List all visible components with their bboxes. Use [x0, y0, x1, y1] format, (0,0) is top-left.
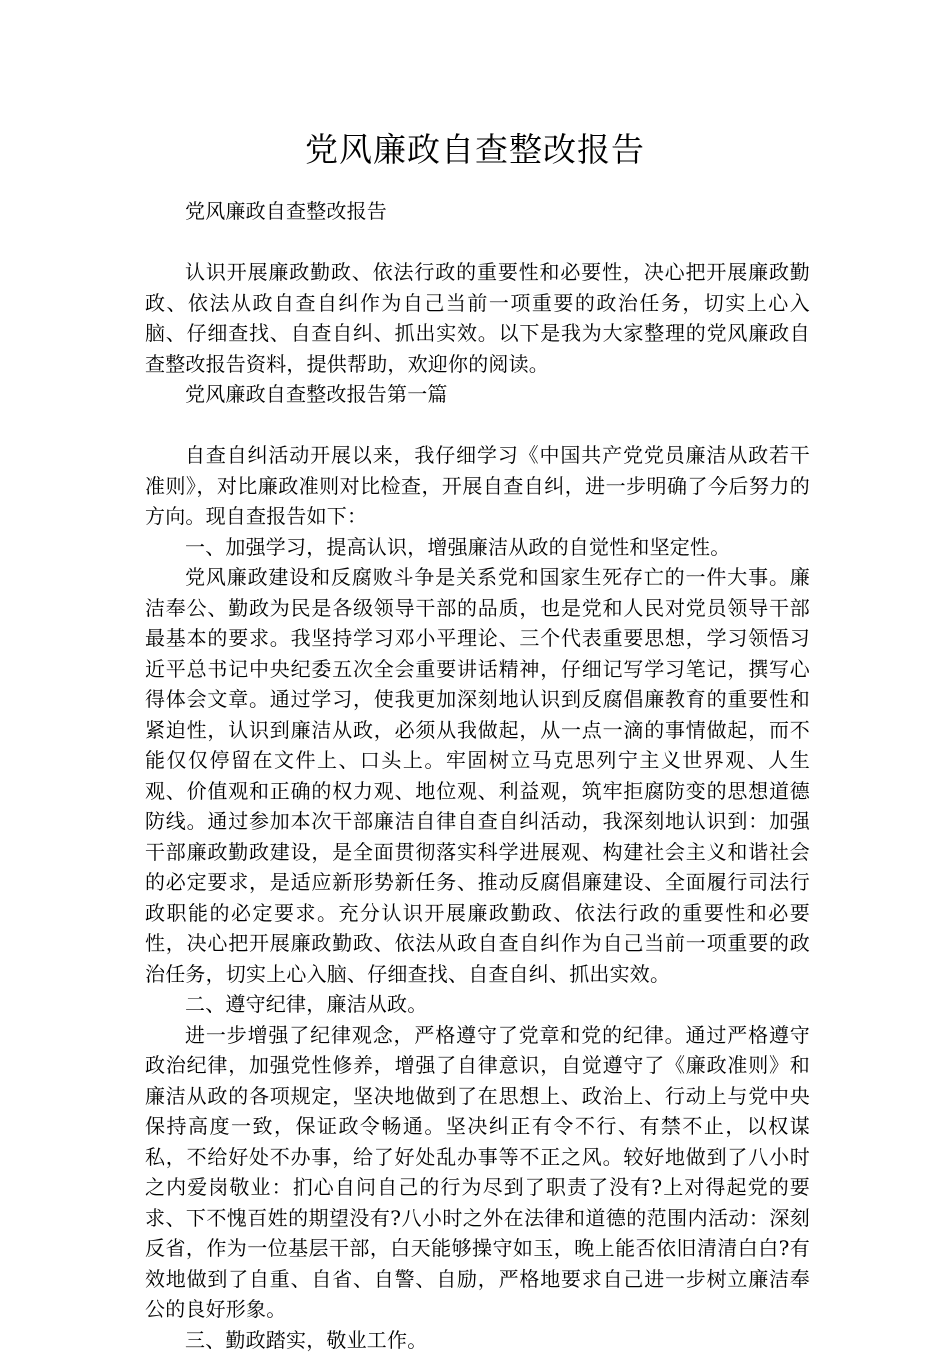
body-paragraph: 党风廉政建设和反腐败斗争是关系党和国家生死存亡的一件大事。廉洁奉公、勤政为民是各级领导干部的品质，也是党和人民对党员领导干部最基本的要求。我坚持学习邓小平理论、三个代表重要思想，学习领悟习近平总书记中央纪委五次全会重要讲话精神，仔细记写学习笔记，撰写心得体会文章。通过学习，使我更加深刻地认识到反腐倡廉教育的重要性和紧迫性，认识到廉洁从政，必须从我做起，从一点一滴的事情做起，而不能仅仅停留在文件上、口头上。牢固树立马克思列宁主义世界观、人生观、价值观和正确的权力观、地位观、利益观，筑牢拒腐防变的思想道德防线。通过参加本次干部廉洁自律自查自纠活动，我深刻地认识到：加强干部廉政勤政建设，是全面贯彻落实科学进展观、构建社会主义和谐社会的必定要求，是适应新形势新任务、推动反腐倡廉建设、全面履行司法行政职能的必定要求。充分认识开展廉政勤政、依法行政的重要性和必要性，决心把开展廉政勤政、依法从政自查自纠作为自己当前一项重要的政治任务，切实上心入脑、仔细查找、自查自纠、抓出实效。 [145, 562, 810, 989]
body-paragraph: 进一步增强了纪律观念，严格遵守了党章和党的纪律。通过严格遵守政治纪律，加强党性修养，增强了自律意识，自觉遵守了《廉政准则》和廉洁从政的各项规定，坚决地做到了在思想上、政治上、行动上与党中央保持高度一致，保证政令畅通。坚决纠正有令不行、有禁不止，以权谋私，不给好处不办事，给了好处乱办事等不正之风。较好地做到了八小时之内爱岗敬业：扪心自问自己的行为尽到了职责了没有?上对得起党的要求、下不愧百姓的期望没有?八小时之外在法律和道德的范围内活动：深刻反省，作为一位基层干部，白天能够操守如玉，晚上能否依旧清清白白?有效地做到了自重、自省、自警、自励，严格地要求自己进一步树立廉洁奉公的良好形象。 [145, 1020, 810, 1325]
body-paragraph: 自查自纠活动开展以来，我仔细学习《中国共产党党员廉洁从政若干准则》，对比廉政准则对比检查，开展自查自纠，进一步明确了今后努力的方向。现自查报告如下： [145, 440, 810, 532]
section-heading: 党风廉政自查整改报告第一篇 [145, 379, 810, 410]
section-heading: 一、加强学习，提高认识，增强廉洁从政的自觉性和坚定性。 [145, 532, 810, 563]
document-title: 党风廉政自查整改报告 [0, 128, 950, 172]
section-heading: 三、勤政踏实，敬业工作。 [145, 1325, 810, 1355]
document-body [145, 196, 810, 1355]
intro-paragraph: 认识开展廉政勤政、依法行政的重要性和必要性，决心把开展廉政勤政、依法从政自查自纠作为自己当前一项重要的政治任务，切实上心入脑、仔细查找、自查自纠、抓出实效。以下是我为大家整理的党风廉政自查整改报告资料，提供帮助，欢迎你的阅读。 [145, 257, 810, 379]
subtitle-paragraph: 党风廉政自查整改报告 [145, 196, 810, 227]
section-heading: 二、遵守纪律，廉洁从政。 [145, 989, 810, 1020]
